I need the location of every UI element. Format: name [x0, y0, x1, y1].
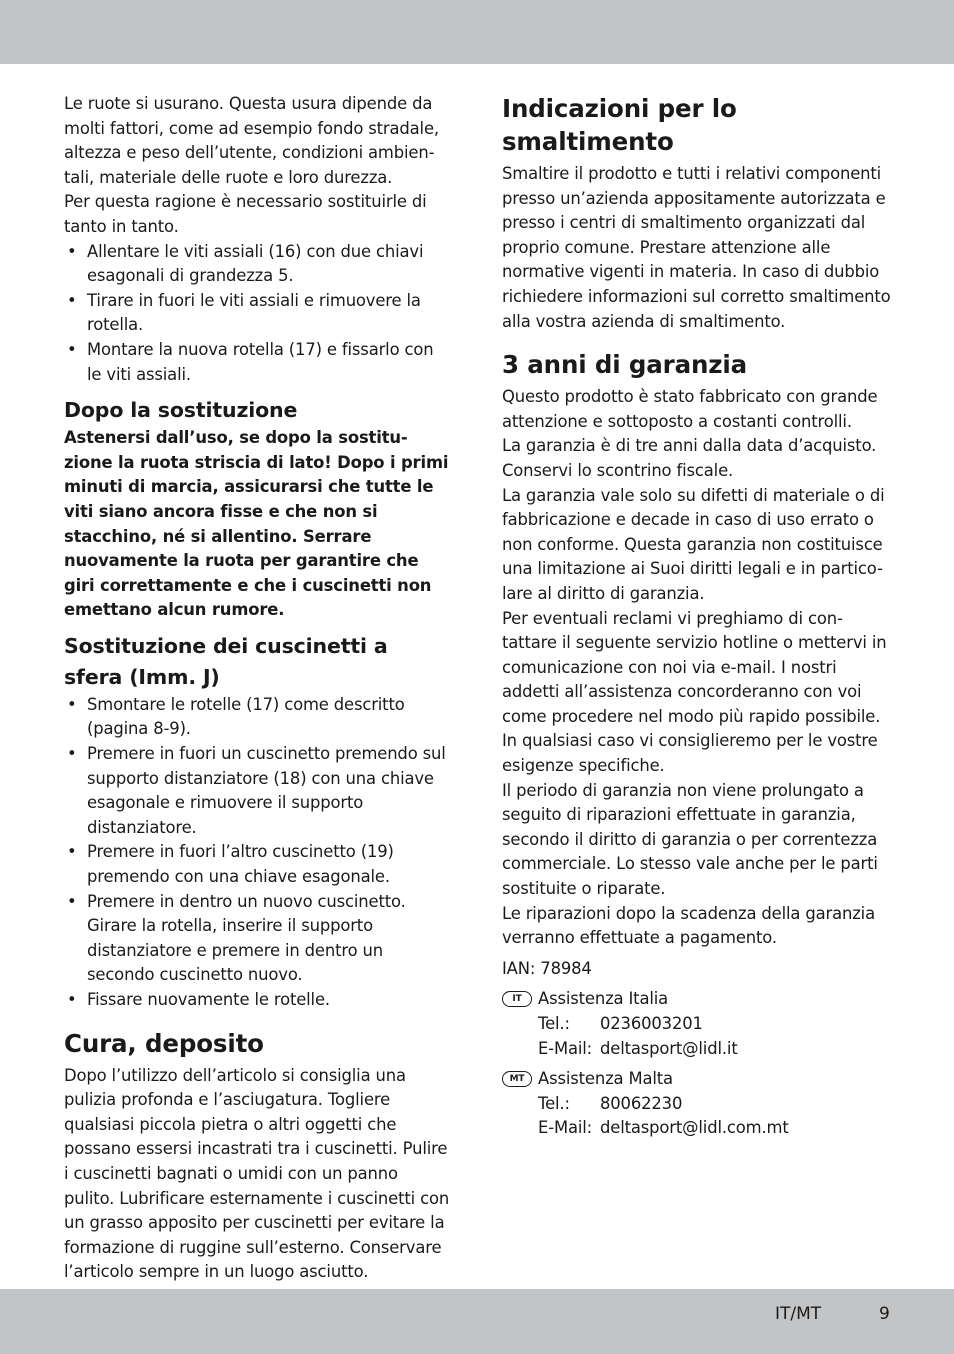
care-paragraph: Dopo l’utilizzo dell’articolo si consiglia una pulizia profonda e l’asciugatura. Togliere qualsiasi piccola pietra o altri oggetti che possano essersi incastrati tra i cuscinetti. Pulire i cuscinetti bagnati o umidi con un panno pulito. Lubrificare esternamente i cuscinetti con un grasso apposito per cuscinetti per evitare la formazione di ruggine sull’esterno. Conservare l’articolo sempre in un luogo asciutto. — [64, 1065, 450, 1282]
disposal-paragraph: Smaltire il prodotto e tutti i relativi componenti presso un’azienda appositamente autorizzata e presso i centri di smaltimento organizzati dal proprio comune. Prestare attenzione alle normative vigenti in materia. In caso di dubbio richiedere informazioni sul corretto smaltimento alla vostra azienda di smaltimento. — [502, 164, 891, 331]
contact-italy — [502, 987, 892, 1061]
section-title-dopo: Dopo la sostituzione — [64, 398, 298, 423]
header-band — [0, 0, 954, 64]
warranty-paragraph: La garanzia vale solo su difetti di materiale o di fabbricazione e decade in caso di uso errato o non conforme. Questa garanzia non costituisce una limitazione ai Suoi diritti legali e in partico-lare al diritto di garanzia. — [502, 485, 885, 603]
contact-name: Assistenza Malta — [538, 1069, 673, 1089]
left-column — [64, 92, 452, 1285]
email-label: E-Mail: — [538, 1118, 593, 1138]
intro-paragraph: Per questa ragione è necessario sostituirle di tanto in tanto. — [64, 192, 427, 236]
contact-phone-row — [538, 1092, 892, 1117]
country-badge-mt: MT — [502, 1071, 532, 1087]
list-item: • Fissare nuovamente le rotelle. — [64, 988, 452, 1013]
intro-paragraph: Le ruote si usurano. Questa usura dipende da molti fattori, come ad esempio fondo stradale, altezza e peso dell’utente, condizioni ambien-tali, materiale delle ruote e loro durezza. — [64, 94, 439, 187]
country-badge-it: IT — [502, 991, 532, 1007]
list-item: • Smontare le rotelle (17) come descritto (pagina 8-9). — [64, 693, 452, 742]
contact-name: Assistenza Italia — [538, 989, 669, 1009]
warranty-paragraph: Per eventuali reclami vi preghiamo di con-tattare il seguente servizio hotline o mettervi in comunicazione con noi via e-mail. I nostri addetti all’assistenza concorderanno con voi come procedere nel modo più rapido possibile. In qualsiasi caso vi consiglieremo per le vostre esigenze specifiche. — [502, 608, 887, 776]
warranty-paragraph: Questo prodotto è stato fabbricato con grande attenzione e sottoposto a costanti controlli. — [502, 387, 878, 431]
email-label: E-Mail: — [538, 1038, 593, 1058]
wheel-replacement-steps — [64, 240, 452, 388]
list-item: • Allentare le viti assiali (16) con due chiavi esagonali di grandezza 5. — [64, 240, 452, 289]
list-item: • Premere in fuori un cuscinetto premendo sul supporto distanziatore (18) con una chiave esagonale e rimuovere il supporto distanziatore. — [64, 742, 452, 840]
warranty-paragraph: Il periodo di garanzia non viene prolungato a seguito di riparazioni effettuate in garanzia, secondo il diritto di garanzia o per correntezza commerciale. Lo stesso vale anche per le parti sostituite o riparate. — [502, 780, 878, 899]
contact-malta — [502, 1067, 892, 1141]
email-address: deltasport@lidl.it — [600, 1038, 738, 1058]
section-title-garanzia: 3 anni di garanzia — [502, 350, 748, 380]
list-item: • Premere in fuori l’altro cuscinetto (19) premendo con una chiave esagonale. — [64, 840, 452, 889]
contact-email-row — [538, 1037, 892, 1062]
warning-paragraph: Astenersi dall’uso, se dopo la sostitu-zione la ruota striscia di lato! Dopo i primi minuti di marcia, assicurarsi che tutte le viti siano ancora fisse e che non si stacchino, né si allentino. Serrare nuovamente la ruota per garantire che giri correttamente e che i cuscinetti non emettano alcun rumore. — [64, 428, 449, 620]
list-item: • Premere in dentro un nuovo cuscinetto. Girare la rotella, inserire il supporto distanziatore e premere in dentro un secondo cuscinetto nuovo. — [64, 890, 452, 988]
footer-language-code: IT/MT — [775, 1304, 822, 1324]
phone-label: Tel.: — [538, 1093, 570, 1113]
right-column — [502, 92, 892, 1141]
list-item: • Tirare in fuori le viti assiali e rimuovere la rotella. — [64, 289, 452, 338]
list-item: • Montare la nuova rotella (17) e fissarlo con le viti assiali. — [64, 338, 452, 387]
bearing-replacement-steps — [64, 693, 452, 1013]
page-number: 9 — [879, 1304, 890, 1324]
contact-email-row — [538, 1116, 892, 1141]
phone-number: 0236003201 — [600, 1014, 703, 1033]
ian-number: IAN: 78984 — [502, 958, 592, 978]
warranty-paragraph: La garanzia è di tre anni dalla data d’acquisto. Conservi lo scontrino fiscale. — [502, 436, 877, 480]
warranty-paragraph: Le riparazioni dopo la scadenza della garanzia verranno effettuate a pagamento. — [502, 903, 875, 948]
section-title-smaltimento: Indicazioni per lo smaltimento — [502, 94, 737, 156]
phone-number: 80062230 — [600, 1093, 683, 1113]
email-address: deltasport@lidl.com.mt — [600, 1118, 789, 1138]
section-title-cura: Cura, deposito — [64, 1028, 264, 1058]
phone-label: Tel.: — [538, 1014, 570, 1033]
contact-phone-row — [538, 1012, 892, 1037]
section-title-cuscinetti: Sostituzione dei cuscinetti a sfera (Imm. J) — [64, 633, 388, 689]
